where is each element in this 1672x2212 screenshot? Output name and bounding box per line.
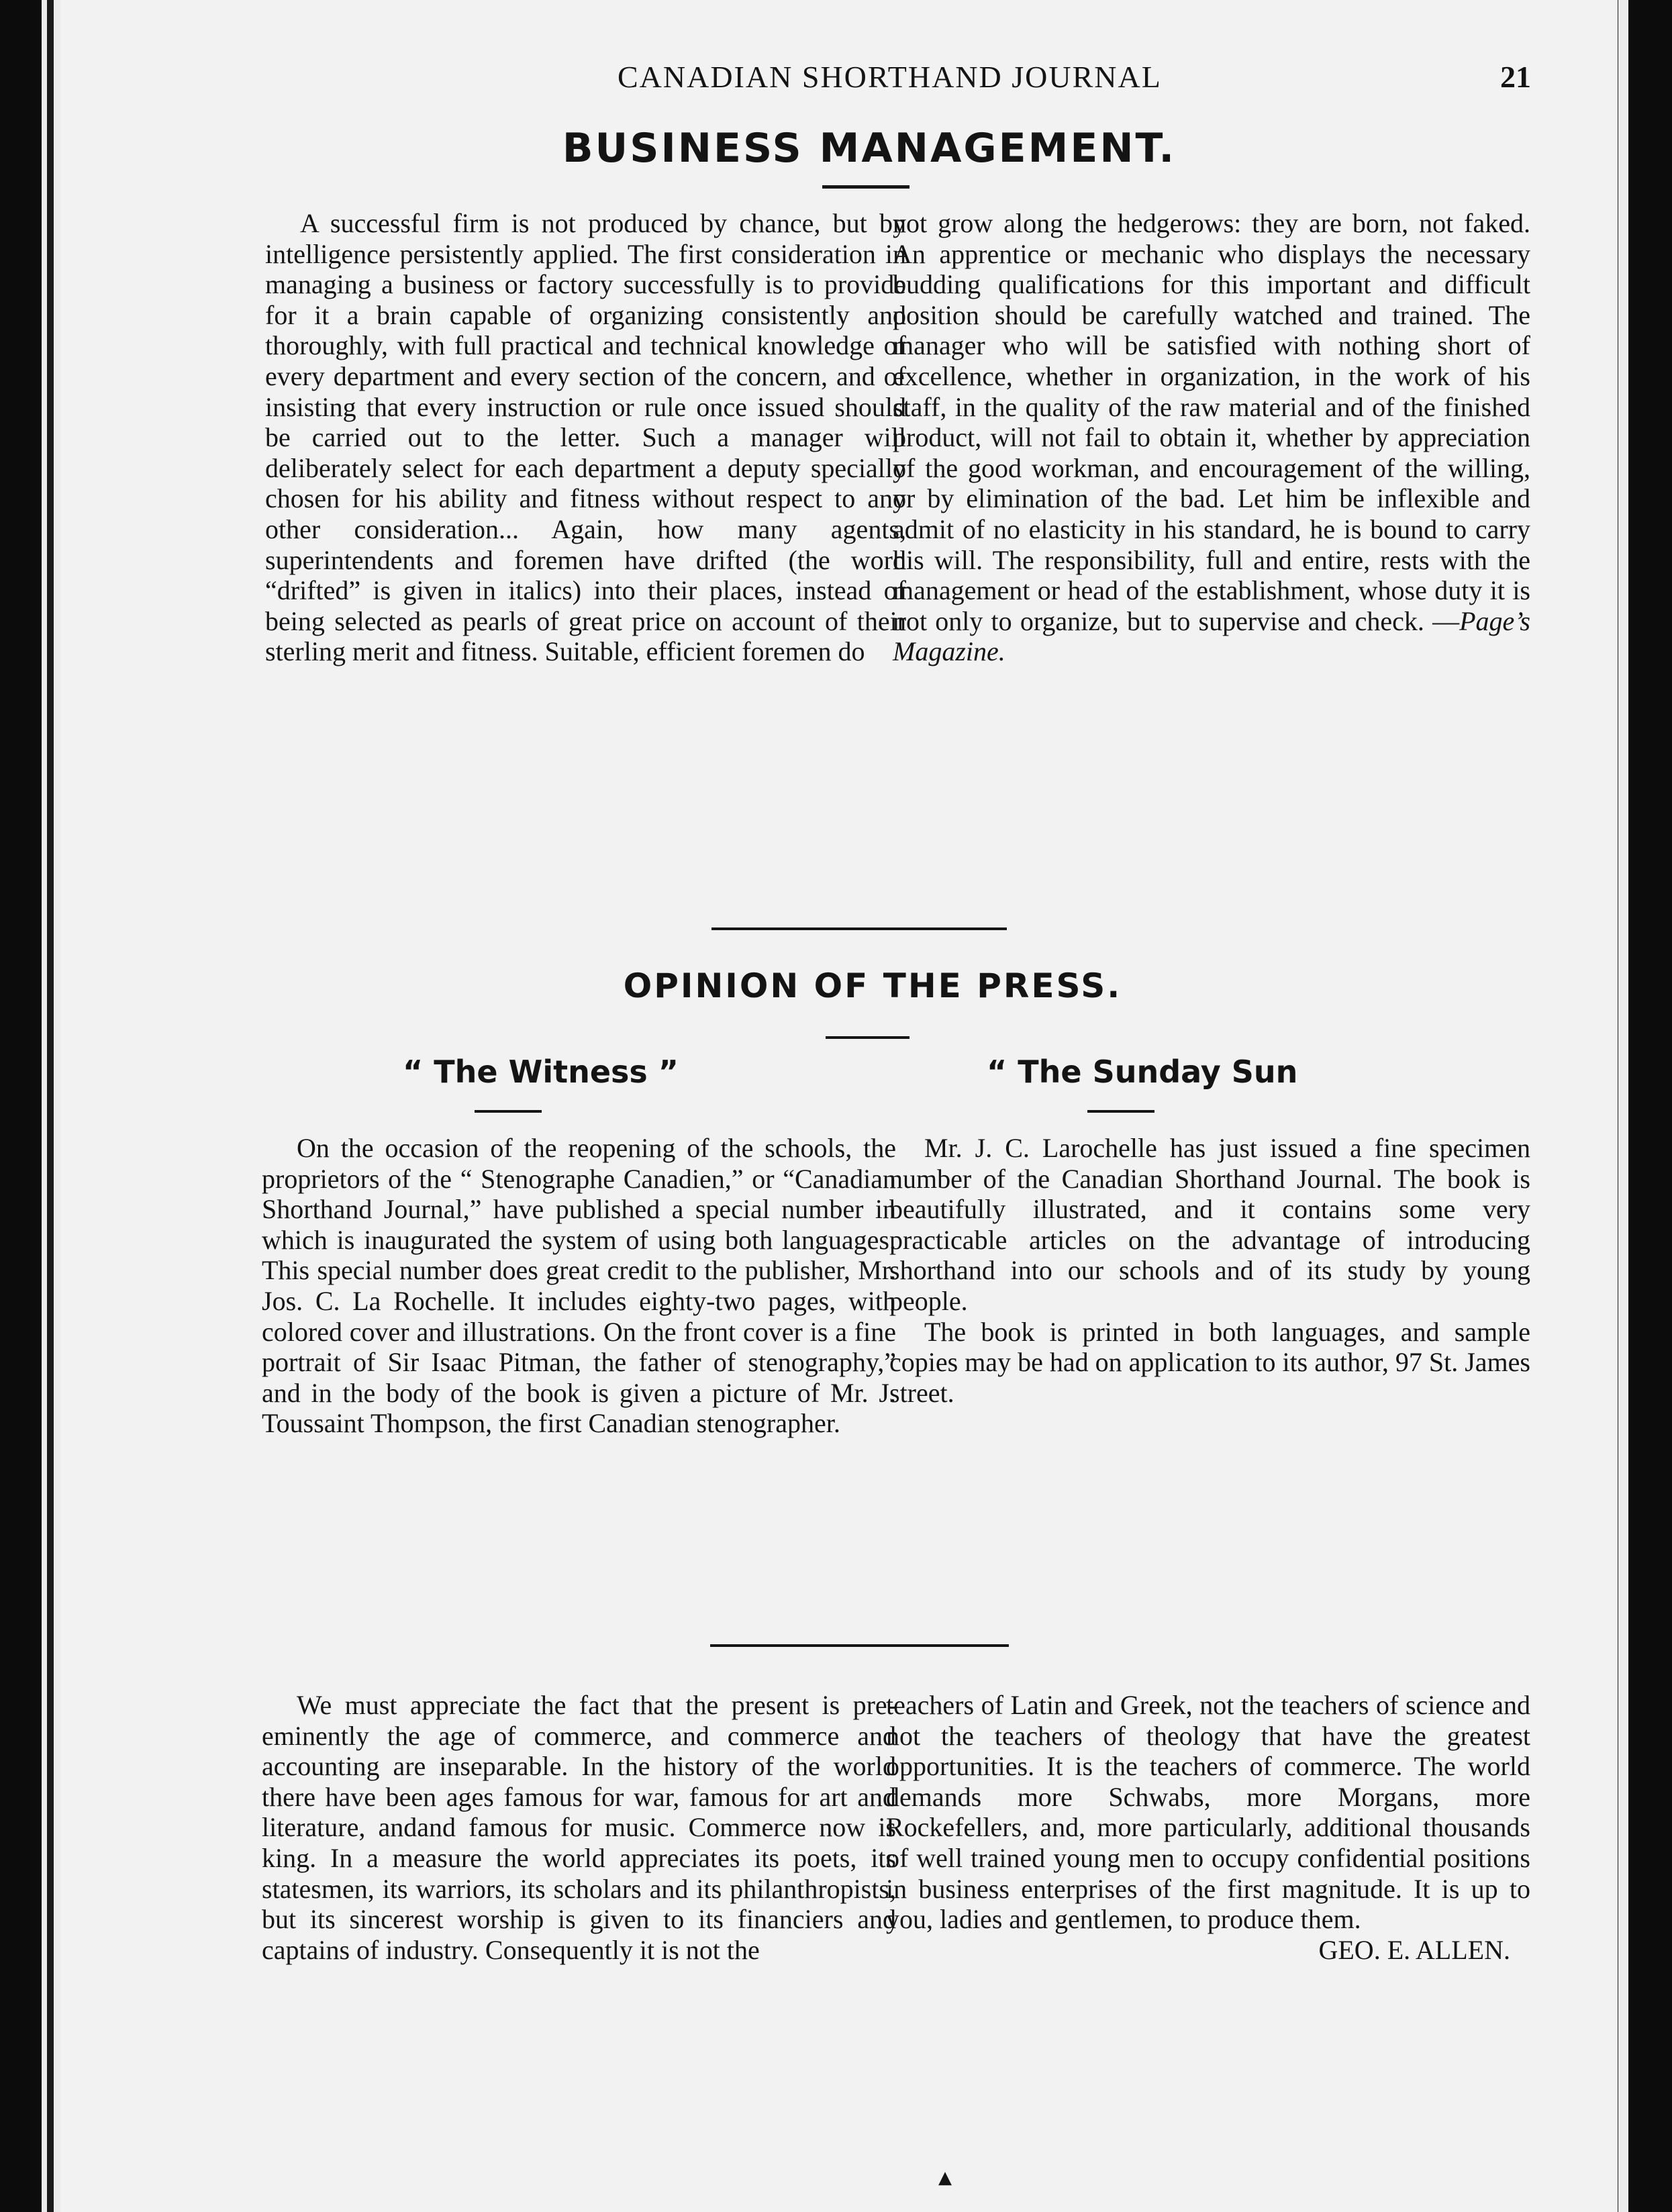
scan-border-right	[1628, 0, 1672, 2212]
commerce-right-text: teachers of Latin and Greek, not the teachers of science and not the teachers of theology that have the greatest opportunities. It is the teachers of commerce. The world demands more Schwabs, more Morgans, more Rockefellers, and, more particularly, additional thousands of well trained young men to occupy confidential positions in business enterprises of the first magnitude. It is up to you, ladies and gentlemen, to produce them.	[886, 1690, 1530, 1935]
page-number: 21	[1500, 60, 1531, 94]
witness-heading-rule	[475, 1110, 542, 1113]
sun-column	[889, 1133, 1530, 1408]
opinion-title: OPINION OF THE PRESS.	[623, 966, 1122, 1005]
commerce-left-column	[262, 1690, 896, 1965]
business-right-paragraph	[893, 208, 1530, 667]
business-right-text: not grow along the hedgerows: they are born, not faked. An apprentice or mechanic who displays the necessary budding qualifications for this important and difficult position should be carefully watched and trained. The manager who will be satisfied with nothing short of excellence, whether in organization, in the work of his staff, in the quality of the raw material and of the finished product, will not fail to obtain it, whether by appreciation of the good workman, and encouragement of the willing, or by elimination of the bad. Let him be inflexible and admit of no elasticity in his standard, he is bound to carry his will. The responsibility, full and entire, rests with the management or head of the establishment, whose duty it is not only to organize, but to supervise and check. —	[893, 208, 1530, 636]
witness-heading: “ The Witness ”	[403, 1054, 679, 1090]
witness-column	[262, 1133, 896, 1439]
print-mark: ▲	[938, 2168, 952, 2188]
section-divider	[711, 927, 1007, 930]
sun-heading-rule	[1087, 1110, 1154, 1113]
business-title: BUSINESS MANAGEMENT.	[562, 125, 1177, 172]
scan-border-left	[0, 0, 42, 2212]
business-left-text: A successful firm is not produced by chance, but by intelligence persistently applied. The first consideration in managing a business or factory successfully is to provide for it a brain capable of organizing consistently and thoroughly, with full practical and technical knowledge of every department and every section of the concern, and of insisting that every instruction or rule once issued should be carried out to the letter. Such a manager will deliberately select for each department a deputy specially chosen for his ability and fitness without respect to any other consideration... Again, how many agents, superintendents and foremen have drifted (the word “drifted” is given in italics) into their places, instead of being selected as pearls of great price on account of their sterling merit and fitness. Suitable, efficient foremen do	[265, 208, 906, 667]
title-rule	[822, 185, 909, 189]
scan-border-left-line	[47, 0, 54, 2212]
sun-paragraph-1: Mr. J. C. Larochelle has just issued a fine specimen number of the Canadian Shorthand Journal. The book is beautifully illustrated, and it contains some very practicable articles on the advantage of introducing shorthand into our schools and of its study by young people.	[889, 1133, 1530, 1316]
commerce-left-text: We must appreciate the fact that the present is pre-eminently the age of commerce, and commerce and accounting are inseparable. In the history of the world there have been ages famous for war, famous for art and literature, andand famous for music. Commerce now is king. In a measure the world appreciates its poets, its statesmen, its warriors, its scholars and its philanthropists, but its sincerest worship is given to its financiers and captains of industry. Consequently it is not the	[262, 1690, 896, 1965]
business-source: Page’s Magazine.	[893, 605, 1530, 667]
business-left-column	[265, 208, 906, 667]
witness-text: On the occasion of the reopening of the schools, the proprietors of the “ Stenographe Canadien,” or “Canadian Shorthand Journal,” have published a special number in which is inaugurated the system of using both languages. This special number does great credit to the publisher, Mr. Jos. C. La Rochelle. It includes eighty-two pages, with colored cover and illustrations. On the front cover is a fine portrait of Sir Isaac Pitman, the father of stenography,” and in the body of the book is given a picture of Mr. J. Toussaint Thompson, the first Canadian stenographer.	[262, 1133, 896, 1439]
opinion-title-rule	[826, 1036, 909, 1039]
sun-paragraph-2: The book is printed in both languages, and sample copies may be had on application to its author, 97 St. James street.	[889, 1316, 1530, 1408]
business-right-column	[893, 208, 1530, 667]
sun-heading: “ The Sunday Sun	[987, 1054, 1298, 1090]
page	[60, 0, 1618, 2212]
running-head: CANADIAN SHORTHAND JOURNAL	[618, 60, 1162, 94]
signature: GEO. E. ALLEN.	[1318, 1934, 1510, 1965]
section-divider-2	[710, 1644, 1009, 1647]
commerce-right-column	[886, 1690, 1530, 1965]
